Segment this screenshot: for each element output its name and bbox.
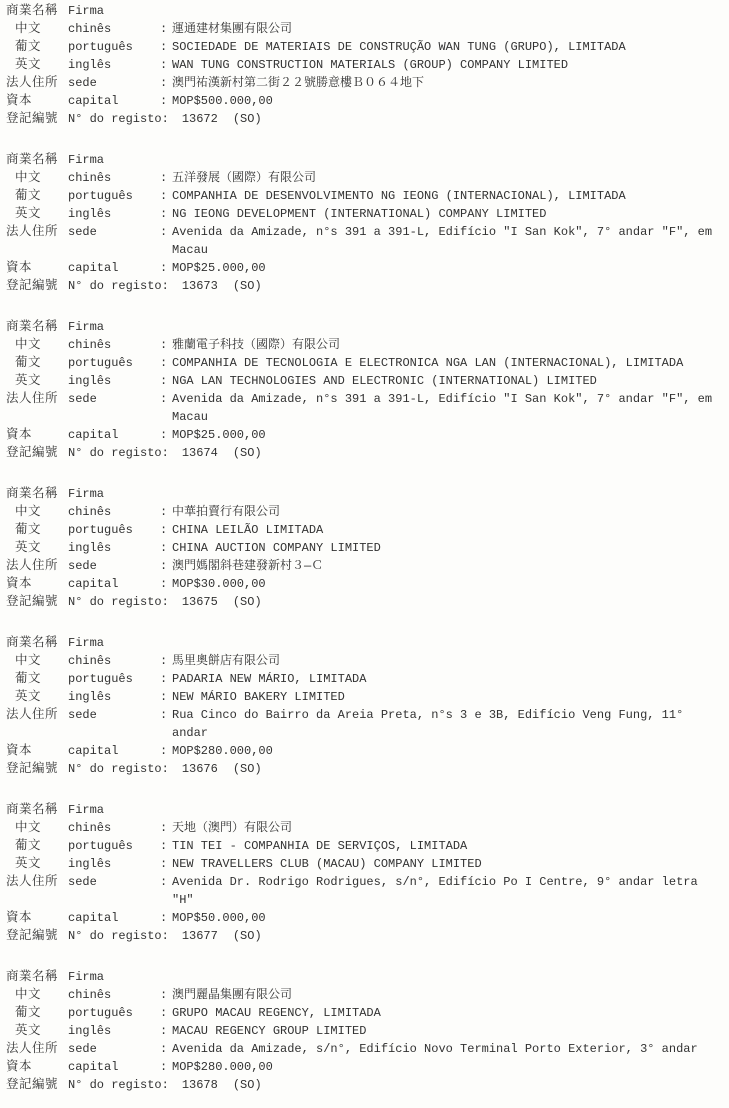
registry-label-zh: 登記編號: [6, 1078, 59, 1092]
chinese-label-zh: 中文: [15, 654, 42, 668]
capital-label-zh: 資本: [6, 1060, 33, 1074]
capital-label-pt: capital: [68, 911, 119, 925]
registry-label-pt: N° do registo:: [68, 446, 169, 460]
capital-label-pt: capital: [68, 428, 119, 442]
portuguese-label-pt: português: [68, 40, 133, 54]
english-label-zh: 英文: [15, 541, 42, 555]
chinese-label-zh: 中文: [15, 988, 42, 1002]
english-name-value: CHINA AUCTION COMPANY LIMITED: [172, 541, 381, 555]
firm-label-pt: Firma: [68, 970, 105, 984]
capital-label-zh: 資本: [6, 94, 33, 108]
colon-separator: :: [160, 821, 168, 835]
address-row: [6, 390, 721, 426]
chinese-label-zh: 中文: [15, 22, 42, 36]
registry-label-zh: 登記編號: [6, 929, 59, 943]
chinese-label-pt: chinês: [68, 821, 112, 835]
registry-label-zh: 登記編號: [6, 446, 59, 460]
chinese-name-value: 中華拍賣行有限公司: [172, 505, 281, 519]
english-label-zh: 英文: [15, 374, 42, 388]
portuguese-label-pt: português: [68, 672, 133, 686]
chinese-name-value: 運通建材集團有限公司: [172, 22, 293, 36]
registry-number-value: 13675: [181, 595, 218, 609]
portuguese-name-row: [6, 38, 721, 56]
chinese-label-pt: chinês: [68, 22, 112, 36]
portuguese-label-pt: português: [68, 1006, 133, 1020]
portuguese-name-value: SOCIEDADE DE MATERIAIS DE CONSTRUÇÃO WAN TUNG (GRUPO), LIMITADA: [172, 40, 626, 54]
firm-header-row: [6, 318, 721, 336]
colon-separator: :: [160, 171, 168, 185]
capital-label-zh: 資本: [6, 261, 33, 275]
registry-label-zh: 登記編號: [6, 279, 59, 293]
registry-number-row: [6, 110, 721, 128]
chinese-name-value: 馬里奧餅店有限公司: [172, 654, 281, 668]
portuguese-label-zh: 葡文: [15, 40, 42, 54]
capital-label-pt: capital: [68, 744, 119, 758]
colon-separator: :: [160, 189, 168, 203]
chinese-name-value: 澳門麗晶集團有限公司: [172, 988, 293, 1002]
address-row: [6, 557, 721, 575]
address-label-zh: 法人住所: [6, 392, 59, 406]
chinese-label-zh: 中文: [15, 171, 42, 185]
capital-label-pt: capital: [68, 1060, 119, 1074]
colon-separator: :: [160, 541, 168, 555]
chinese-name-row: [6, 819, 721, 837]
colon-separator: :: [160, 708, 168, 722]
firm-label-zh: 商業名稱: [6, 636, 59, 650]
portuguese-name-row: [6, 670, 721, 688]
firm-label-zh: 商業名稱: [6, 487, 59, 501]
registry-label-pt: N° do registo:: [68, 1078, 169, 1092]
address-label-zh: 法人住所: [6, 559, 59, 573]
chinese-name-row: [6, 986, 721, 1004]
colon-separator: :: [160, 875, 168, 889]
address-value: Avenida da Amizade, s/n°, Edifício Novo Terminal Porto Exterior, 3° andar: [172, 1042, 698, 1056]
colon-separator: :: [160, 261, 168, 275]
address-label-pt: sede: [68, 875, 97, 889]
firm-label-zh: 商業名稱: [6, 803, 59, 817]
firm-header-row: [6, 485, 721, 503]
registry-label-pt: N° do registo:: [68, 595, 169, 609]
capital-label-zh: 資本: [6, 911, 33, 925]
firm-label-zh: 商業名稱: [6, 970, 59, 984]
colon-separator: :: [160, 1060, 168, 1074]
address-value: 澳門媽閣斜巷建發新村３—Ｃ: [172, 559, 324, 573]
address-row: [6, 1040, 721, 1058]
colon-separator: :: [160, 1006, 168, 1020]
colon-separator: :: [160, 94, 168, 108]
registry-number-value: 13678: [181, 1078, 218, 1092]
english-label-zh: 英文: [15, 690, 42, 704]
chinese-label-pt: chinês: [68, 171, 112, 185]
capital-label-pt: capital: [68, 261, 119, 275]
colon-separator: :: [160, 988, 168, 1002]
english-name-value: NEW TRAVELLERS CLUB (MACAU) COMPANY LIMITED: [172, 857, 482, 871]
english-label-pt: inglês: [68, 690, 112, 704]
portuguese-name-row: [6, 187, 721, 205]
english-label-pt: inglês: [68, 1024, 112, 1038]
capital-value: MOP$25.000,00: [172, 428, 266, 442]
colon-separator: :: [160, 428, 168, 442]
registry-entry: [6, 2, 721, 128]
chinese-name-row: [6, 20, 721, 38]
address-label-pt: sede: [68, 76, 97, 90]
english-name-value: NEW MÁRIO BAKERY LIMITED: [172, 690, 345, 704]
registry-entry: [6, 485, 721, 611]
capital-label-zh: 資本: [6, 744, 33, 758]
registry-number-row: [6, 1076, 721, 1094]
registry-label-zh: 登記編號: [6, 595, 59, 609]
capital-label-pt: capital: [68, 94, 119, 108]
colon-separator: :: [160, 338, 168, 352]
address-row: [6, 873, 721, 909]
colon-separator: :: [160, 207, 168, 221]
capital-value: MOP$280.000,00: [172, 1060, 273, 1074]
firm-label-zh: 商業名稱: [6, 320, 59, 334]
registry-label-pt: N° do registo:: [68, 762, 169, 776]
capital-label-pt: capital: [68, 577, 119, 591]
capital-row: [6, 575, 721, 593]
firm-header-row: [6, 151, 721, 169]
portuguese-name-value: TIN TEI - COMPANHIA DE SERVIÇOS, LIMITADA: [172, 839, 468, 853]
english-name-row: [6, 372, 721, 390]
capital-label-zh: 資本: [6, 428, 33, 442]
colon-separator: :: [160, 690, 168, 704]
colon-separator: :: [160, 523, 168, 537]
address-label-zh: 法人住所: [6, 875, 59, 889]
firm-header-row: [6, 968, 721, 986]
chinese-label-pt: chinês: [68, 505, 112, 519]
portuguese-label-zh: 葡文: [15, 1006, 42, 1020]
portuguese-label-zh: 葡文: [15, 839, 42, 853]
registry-suffix: (SO): [232, 929, 262, 943]
address-row: [6, 223, 721, 259]
portuguese-name-row: [6, 521, 721, 539]
english-label-zh: 英文: [15, 58, 42, 72]
capital-row: [6, 909, 721, 927]
english-label-pt: inglês: [68, 541, 112, 555]
colon-separator: :: [160, 911, 168, 925]
english-name-row: [6, 1022, 721, 1040]
portuguese-name-row: [6, 354, 721, 372]
capital-row: [6, 742, 721, 760]
address-label-pt: sede: [68, 225, 97, 239]
firm-label-zh: 商業名稱: [6, 4, 59, 18]
colon-separator: :: [160, 839, 168, 853]
colon-separator: :: [160, 857, 168, 871]
firm-label-pt: Firma: [68, 487, 105, 501]
firm-header-row: [6, 634, 721, 652]
english-name-value: MACAU REGENCY GROUP LIMITED: [172, 1024, 367, 1038]
firm-label-pt: Firma: [68, 636, 105, 650]
address-row: [6, 74, 721, 92]
registry-number-row: [6, 927, 721, 945]
registry-suffix: (SO): [232, 762, 262, 776]
firm-label-pt: Firma: [68, 320, 105, 334]
registry-number-value: 13677: [181, 929, 218, 943]
chinese-name-row: [6, 336, 721, 354]
chinese-label-zh: 中文: [15, 338, 42, 352]
registry-number-row: [6, 760, 721, 778]
portuguese-label-zh: 葡文: [15, 189, 42, 203]
chinese-label-zh: 中文: [15, 821, 42, 835]
english-label-pt: inglês: [68, 857, 112, 871]
chinese-label-pt: chinês: [68, 654, 112, 668]
address-label-pt: sede: [68, 392, 97, 406]
firm-label-pt: Firma: [68, 153, 105, 167]
chinese-label-zh: 中文: [15, 505, 42, 519]
chinese-name-row: [6, 503, 721, 521]
portuguese-label-pt: português: [68, 356, 133, 370]
english-name-row: [6, 688, 721, 706]
portuguese-label-zh: 葡文: [15, 523, 42, 537]
chinese-name-row: [6, 652, 721, 670]
portuguese-name-value: CHINA LEILÃO LIMITADA: [172, 523, 324, 537]
capital-value: MOP$50.000,00: [172, 911, 266, 925]
chinese-label-pt: chinês: [68, 988, 112, 1002]
registry-number-value: 13674: [181, 446, 218, 460]
chinese-name-row: [6, 169, 721, 187]
registry-number-row: [6, 444, 721, 462]
capital-row: [6, 1058, 721, 1076]
address-value: Avenida da Amizade, n°s 391 a 391-L, Edifício "I San Kok", 7° andar "F", em Macau: [172, 225, 720, 257]
portuguese-label-pt: português: [68, 189, 133, 203]
portuguese-name-value: PADARIA NEW MÁRIO, LIMITADA: [172, 672, 367, 686]
colon-separator: :: [160, 1024, 168, 1038]
address-value: Avenida da Amizade, n°s 391 a 391-L, Edifício "I San Kok", 7° andar "F", em Macau: [172, 392, 720, 424]
capital-value: MOP$30.000,00: [172, 577, 266, 591]
firm-header-row: [6, 2, 721, 20]
registry-label-pt: N° do registo:: [68, 112, 169, 126]
english-label-pt: inglês: [68, 58, 112, 72]
firm-label-pt: Firma: [68, 803, 105, 817]
portuguese-label-zh: 葡文: [15, 356, 42, 370]
capital-row: [6, 92, 721, 110]
firm-label-pt: Firma: [68, 4, 105, 18]
colon-separator: :: [160, 58, 168, 72]
capital-value: MOP$25.000,00: [172, 261, 266, 275]
registry-label-zh: 登記編號: [6, 112, 59, 126]
chinese-name-value: 天地（澳門）有限公司: [172, 821, 293, 835]
registry-entries: [6, 2, 721, 1094]
address-value: Rua Cinco do Bairro da Areia Preta, n°s 3 e 3B, Edifício Veng Fung, 11° andar: [172, 708, 691, 740]
colon-separator: :: [160, 505, 168, 519]
portuguese-name-row: [6, 1004, 721, 1022]
portuguese-label-zh: 葡文: [15, 672, 42, 686]
colon-separator: :: [160, 559, 168, 573]
english-label-zh: 英文: [15, 207, 42, 221]
english-label-pt: inglês: [68, 374, 112, 388]
chinese-label-pt: chinês: [68, 338, 112, 352]
address-value: 澳門祐漢新村第二街２２號勝意樓Ｂ０６４地下: [172, 76, 425, 90]
firm-label-zh: 商業名稱: [6, 153, 59, 167]
registry-entry: [6, 318, 721, 462]
firm-header-row: [6, 801, 721, 819]
registry-number-value: 13673: [181, 279, 218, 293]
colon-separator: :: [160, 76, 168, 90]
english-name-value: WAN TUNG CONSTRUCTION MATERIALS (GROUP) COMPANY LIMITED: [172, 58, 569, 72]
capital-row: [6, 259, 721, 277]
address-row: [6, 706, 721, 742]
address-label-zh: 法人住所: [6, 708, 59, 722]
registry-number-row: [6, 277, 721, 295]
chinese-name-value: 五洋發展（國際）有限公司: [172, 171, 317, 185]
portuguese-name-value: GRUPO MACAU REGENCY, LIMITADA: [172, 1006, 381, 1020]
english-name-row: [6, 205, 721, 223]
registry-suffix: (SO): [232, 595, 262, 609]
capital-label-zh: 資本: [6, 577, 33, 591]
capital-value: MOP$280.000,00: [172, 744, 273, 758]
registry-entry: [6, 968, 721, 1094]
capital-value: MOP$500.000,00: [172, 94, 273, 108]
registry-entry: [6, 151, 721, 295]
colon-separator: :: [160, 392, 168, 406]
colon-separator: :: [160, 225, 168, 239]
colon-separator: :: [160, 374, 168, 388]
english-label-zh: 英文: [15, 1024, 42, 1038]
chinese-name-value: 雅蘭電子科技（國際）有限公司: [172, 338, 341, 352]
registry-label-pt: N° do registo:: [68, 279, 169, 293]
portuguese-label-pt: português: [68, 523, 133, 537]
english-name-row: [6, 855, 721, 873]
colon-separator: :: [160, 672, 168, 686]
english-name-row: [6, 539, 721, 557]
portuguese-label-pt: português: [68, 839, 133, 853]
capital-row: [6, 426, 721, 444]
portuguese-name-row: [6, 837, 721, 855]
colon-separator: :: [160, 744, 168, 758]
english-name-row: [6, 56, 721, 74]
english-name-value: NGA LAN TECHNOLOGIES AND ELECTRONIC (INTERNATIONAL) LIMITED: [172, 374, 597, 388]
address-value: Avenida Dr. Rodrigo Rodrigues, s/n°, Edifício Po I Centre, 9° andar letra "H": [172, 875, 705, 907]
registry-suffix: (SO): [232, 279, 262, 293]
address-label-pt: sede: [68, 559, 97, 573]
registry-entry: [6, 634, 721, 778]
colon-separator: :: [160, 356, 168, 370]
english-label-pt: inglês: [68, 207, 112, 221]
portuguese-name-value: COMPANHIA DE TECNOLOGIA E ELECTRONICA NGA LAN (INTERNACIONAL), LIMITADA: [172, 356, 684, 370]
english-name-value: NG IEONG DEVELOPMENT (INTERNATIONAL) COMPANY LIMITED: [172, 207, 547, 221]
address-label-pt: sede: [68, 1042, 97, 1056]
registry-entry: [6, 801, 721, 945]
portuguese-name-value: COMPANHIA DE DESENVOLVIMENTO NG IEONG (INTERNACIONAL), LIMITADA: [172, 189, 626, 203]
colon-separator: :: [160, 22, 168, 36]
address-label-zh: 法人住所: [6, 225, 59, 239]
english-label-zh: 英文: [15, 857, 42, 871]
registry-suffix: (SO): [232, 1078, 262, 1092]
address-label-zh: 法人住所: [6, 76, 59, 90]
registry-label-pt: N° do registo:: [68, 929, 169, 943]
colon-separator: :: [160, 654, 168, 668]
address-label-zh: 法人住所: [6, 1042, 59, 1056]
colon-separator: :: [160, 577, 168, 591]
address-label-pt: sede: [68, 708, 97, 722]
registry-suffix: (SO): [232, 112, 262, 126]
registry-suffix: (SO): [232, 446, 262, 460]
colon-separator: :: [160, 40, 168, 54]
colon-separator: :: [160, 1042, 168, 1056]
registry-number-value: 13672: [181, 112, 218, 126]
registry-number-value: 13676: [181, 762, 218, 776]
registry-label-zh: 登記編號: [6, 762, 59, 776]
registry-number-row: [6, 593, 721, 611]
